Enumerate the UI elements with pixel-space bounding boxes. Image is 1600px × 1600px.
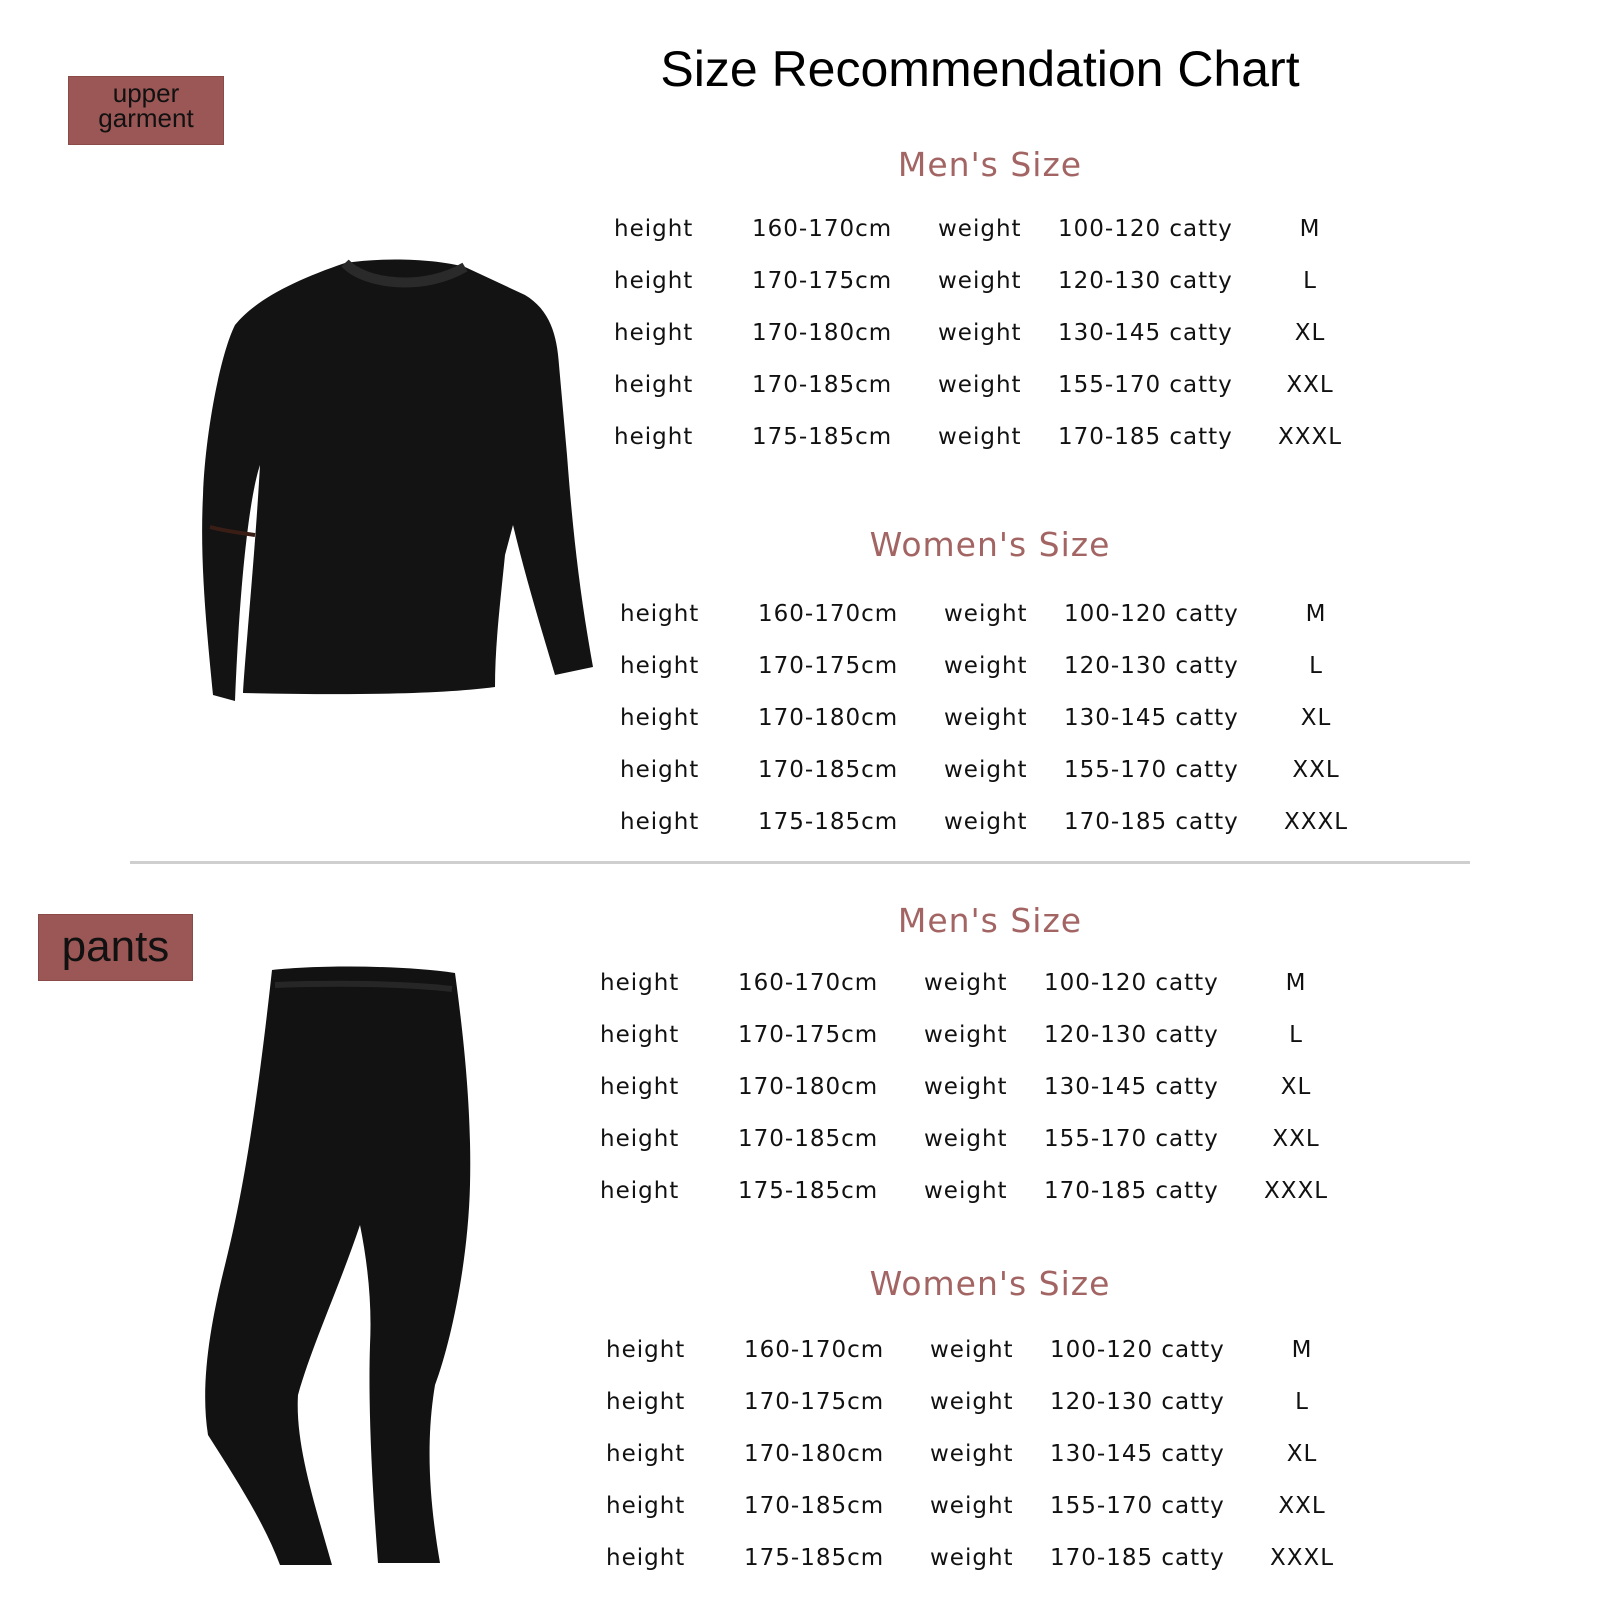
height-label: height [606,1441,686,1467]
height-label: height [614,216,694,242]
weight-label: weight [944,601,1028,627]
height-range: 170-185cm [744,1493,885,1519]
weight-range: 170-185 catty [1050,1545,1225,1571]
size-value: XXXL [1283,809,1349,835]
size-value: M [1305,601,1327,627]
height-range: 170-185cm [738,1126,879,1152]
weight-label: weight [930,1441,1014,1467]
height-range: 160-170cm [744,1337,885,1363]
height-range: 170-175cm [758,653,899,679]
height-label: height [620,601,700,627]
size-value: M [1299,216,1321,242]
weight-label: weight [930,1389,1014,1415]
height-range: 160-170cm [752,216,893,242]
size-value: XL [1280,1074,1312,1100]
weight-range: 155-170 catty [1050,1493,1225,1519]
height-label: height [606,1545,686,1571]
weight-label: weight [944,809,1028,835]
height-range: 175-185cm [738,1178,879,1204]
weight-label: weight [924,1022,1008,1048]
weight-range: 100-120 catty [1058,216,1233,242]
size-value: L [1289,1022,1303,1048]
size-value: XL [1300,705,1332,731]
weight-label: weight [938,372,1022,398]
upper-garment-badge: upper garment [68,76,224,145]
height-label: height [606,1337,686,1363]
size-value: XXL [1286,372,1334,398]
height-label: height [600,970,680,996]
size-value: L [1309,653,1323,679]
size-value: XL [1286,1441,1318,1467]
weight-range: 120-130 catty [1044,1022,1219,1048]
weight-label: weight [930,1493,1014,1519]
weight-label: weight [944,757,1028,783]
height-range: 170-175cm [744,1389,885,1415]
height-label: height [600,1074,680,1100]
weight-range: 170-185 catty [1064,809,1239,835]
height-range: 170-180cm [744,1441,885,1467]
height-label: height [600,1126,680,1152]
size-value: M [1285,970,1307,996]
weight-label: weight [938,216,1022,242]
pants-badge: pants [38,914,193,981]
height-range: 175-185cm [758,809,899,835]
long-sleeve-top-image [195,255,595,715]
height-range: 160-170cm [758,601,899,627]
height-label: height [614,424,694,450]
weight-range: 170-185 catty [1058,424,1233,450]
weight-label: weight [924,1126,1008,1152]
weight-range: 155-170 catty [1064,757,1239,783]
height-label: height [620,757,700,783]
height-label: height [620,809,700,835]
weight-label: weight [944,653,1028,679]
weight-label: weight [924,1074,1008,1100]
height-range: 170-185cm [758,757,899,783]
size-value: XXXL [1277,424,1343,450]
upper-womens-size-heading: Women's Size [869,525,1111,564]
pants-womens-size-heading: Women's Size [869,1264,1111,1303]
weight-range: 120-130 catty [1064,653,1239,679]
section-divider [130,861,1470,864]
weight-label: weight [924,970,1008,996]
size-value: L [1303,268,1317,294]
height-range: 170-185cm [752,372,893,398]
weight-range: 120-130 catty [1058,268,1233,294]
size-value: XXXL [1269,1545,1335,1571]
weight-label: weight [944,705,1028,731]
height-range: 170-175cm [738,1022,879,1048]
size-value: XL [1294,320,1326,346]
weight-label: weight [930,1545,1014,1571]
height-range: 175-185cm [752,424,893,450]
weight-range: 120-130 catty [1050,1389,1225,1415]
weight-range: 170-185 catty [1044,1178,1219,1204]
size-value: XXL [1278,1493,1326,1519]
weight-range: 130-145 catty [1064,705,1239,731]
size-value: XXL [1272,1126,1320,1152]
size-value: L [1295,1389,1309,1415]
height-label: height [620,705,700,731]
upper-mens-size-heading: Men's Size [897,145,1083,184]
height-range: 175-185cm [744,1545,885,1571]
weight-label: weight [924,1178,1008,1204]
weight-range: 155-170 catty [1044,1126,1219,1152]
weight-range: 100-120 catty [1044,970,1219,996]
weight-label: weight [938,424,1022,450]
height-label: height [614,372,694,398]
height-label: height [620,653,700,679]
size-value: M [1291,1337,1313,1363]
height-range: 170-180cm [738,1074,879,1100]
height-range: 170-180cm [752,320,893,346]
weight-range: 100-120 catty [1064,601,1239,627]
height-label: height [600,1178,680,1204]
weight-range: 100-120 catty [1050,1337,1225,1363]
size-value: XXL [1292,757,1340,783]
height-label: height [606,1493,686,1519]
height-label: height [614,320,694,346]
height-range: 170-180cm [758,705,899,731]
size-value: XXXL [1263,1178,1329,1204]
weight-range: 155-170 catty [1058,372,1233,398]
height-label: height [606,1389,686,1415]
height-label: height [614,268,694,294]
height-range: 160-170cm [738,970,879,996]
weight-range: 130-145 catty [1058,320,1233,346]
weight-label: weight [938,320,1022,346]
height-range: 170-175cm [752,268,893,294]
height-label: height [600,1022,680,1048]
pants-mens-size-heading: Men's Size [897,901,1083,940]
weight-range: 130-145 catty [1050,1441,1225,1467]
page-title: Size Recommendation Chart [660,41,1300,97]
weight-label: weight [930,1337,1014,1363]
weight-range: 130-145 catty [1044,1074,1219,1100]
weight-label: weight [938,268,1022,294]
pants-image [200,965,490,1570]
